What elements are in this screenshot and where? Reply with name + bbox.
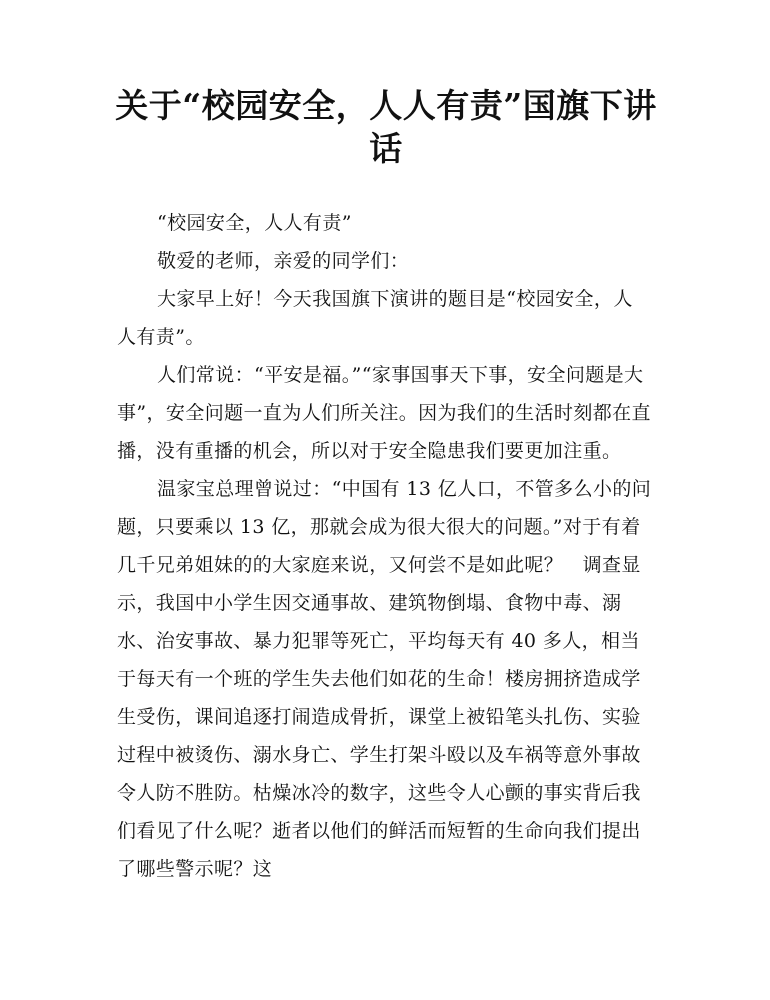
safety-saying-paragraph: 人们常说：“平安是福。”“家事国事天下事，安全问题是大事”，安全问题一直为人们所关注。因为我们的生活时刻都在直播，没有重播的机会，所以对于安全隐患我们要更加注重。	[117, 364, 651, 462]
greeting-paragraph: 大家早上好！今天我国旗下演讲的题目是“校园安全，人人有责”。	[117, 288, 633, 348]
speech-heading-line: “校园安全，人人有责”	[157, 212, 352, 234]
statistics-paragraph: 温家宝总理曾说过：“中国有 13 亿人口，不管多么小的问题，只要乘以 13 亿，那就会成为很大很大的问题。”对于有着几千兄弟姐妹的的大家庭来说，又何尝不是如此呢？ 调查显示，我国中小学生因交通事故、建筑物倒塌、食物中毒、溺水、治安事故、暴力犯罪等死亡，平均每天有 40 多人，相当于每天有一个班的学生失去他们如花的生命！楼房拥挤造成学生受伤，课间追逐打闹造成骨折，课堂上被铅笔头扎伤、实验过程中被烫伤、溺水身亡、学生打架斗殴以及车祸等意外事故令人防不胜防。枯燥冰冷的数字，这些令人心颤的事实背后我们看见了什么呢？逝者以他们的鲜活而短暂的生命向我们提出了哪些警示呢？这	[117, 478, 652, 880]
salutation-paragraph: 敬爱的老师，亲爱的同学们：	[157, 250, 410, 272]
document-title: 关于“校园安全，人人有责”国旗下讲话	[115, 86, 657, 168]
document-body	[117, 204, 652, 888]
